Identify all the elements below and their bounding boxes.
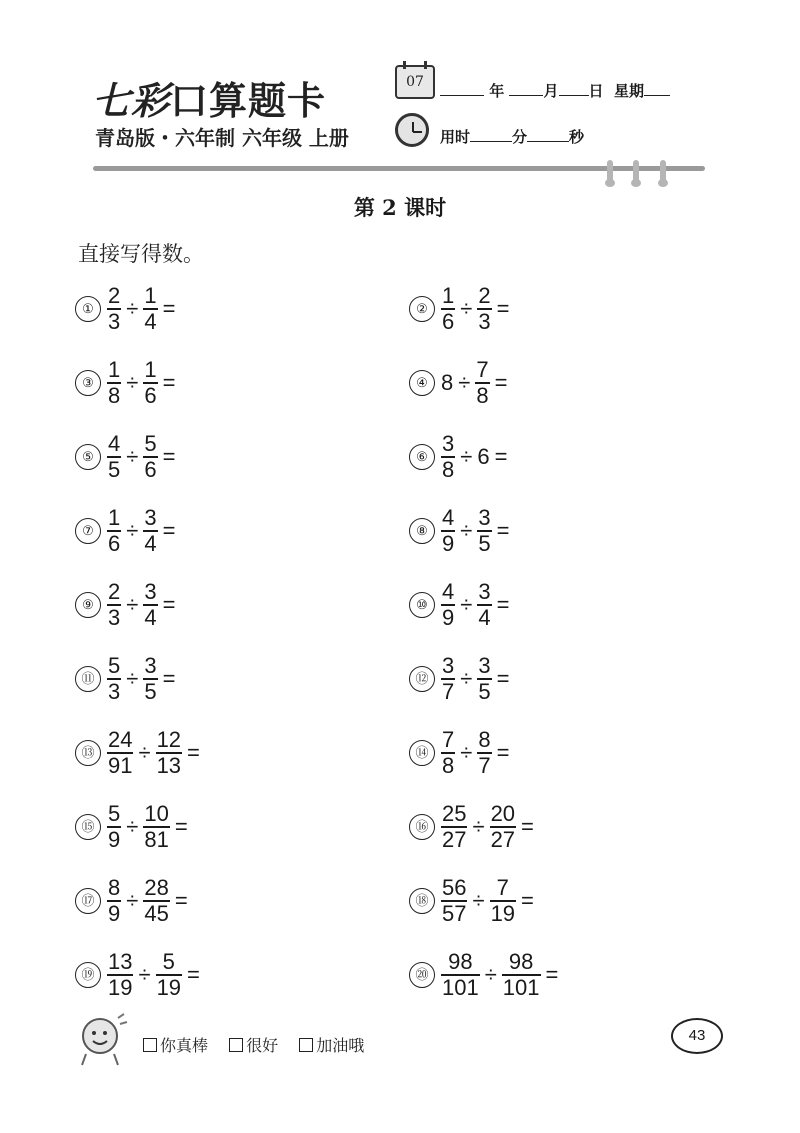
fraction bbox=[441, 284, 455, 334]
whole-number: 6 bbox=[477, 444, 490, 469]
problem-number: ⑦ bbox=[75, 518, 101, 544]
equals-sign: = bbox=[494, 370, 508, 395]
fraction bbox=[143, 432, 157, 482]
division-sign: ÷ bbox=[126, 296, 139, 321]
division-sign: ÷ bbox=[126, 592, 139, 617]
numerator: 7 bbox=[476, 357, 489, 382]
numerator: 10 bbox=[144, 801, 169, 826]
fraction bbox=[477, 506, 491, 556]
fraction bbox=[475, 358, 489, 408]
minute-blank[interactable] bbox=[470, 127, 512, 142]
checkbox[interactable] bbox=[143, 1038, 157, 1052]
denominator: 9 bbox=[442, 605, 455, 630]
divider-peg bbox=[660, 160, 666, 184]
fraction bbox=[477, 728, 491, 778]
rating-option-label: 你真棒 bbox=[160, 1036, 209, 1055]
page-number: 43 bbox=[671, 1018, 723, 1054]
division-sign: ÷ bbox=[460, 740, 473, 765]
denominator: 3 bbox=[478, 309, 491, 334]
denominator: 9 bbox=[108, 827, 121, 852]
denominator: 19 bbox=[156, 975, 182, 1000]
numerator: 13 bbox=[108, 949, 133, 974]
weekday-label: 星期 bbox=[613, 82, 644, 100]
equals-sign: = bbox=[521, 888, 534, 913]
instruction-text: 直接写得数。 bbox=[78, 242, 204, 266]
fraction bbox=[441, 802, 467, 852]
equals-sign: = bbox=[496, 592, 510, 617]
fraction bbox=[143, 358, 157, 408]
numerator: 5 bbox=[144, 431, 157, 456]
fraction bbox=[477, 580, 491, 630]
denominator: 19 bbox=[490, 901, 516, 926]
division-sign: ÷ bbox=[138, 740, 151, 765]
equals-sign: = bbox=[174, 814, 188, 839]
rating-option-good[interactable] bbox=[229, 1033, 278, 1056]
fraction bbox=[107, 654, 121, 704]
denominator: 5 bbox=[144, 679, 157, 704]
equals-sign: = bbox=[496, 666, 510, 691]
second-label: 秒 bbox=[569, 128, 585, 146]
division-sign: ÷ bbox=[484, 962, 497, 987]
denominator: 3 bbox=[108, 309, 121, 334]
problem-number: ⑪ bbox=[75, 666, 101, 692]
problem-item bbox=[409, 501, 512, 561]
fraction bbox=[107, 728, 133, 778]
problem-item bbox=[409, 871, 537, 931]
numerator: 2 bbox=[108, 579, 121, 604]
equals-sign: = bbox=[162, 370, 176, 395]
problem-item bbox=[409, 723, 512, 783]
problem-number: ⑰ bbox=[75, 888, 101, 914]
division-sign: ÷ bbox=[472, 888, 485, 913]
problem-number: ⑳ bbox=[409, 962, 435, 988]
problem-item bbox=[75, 353, 178, 413]
numerator: 3 bbox=[478, 579, 491, 604]
denominator: 4 bbox=[478, 605, 491, 630]
fraction bbox=[107, 432, 121, 482]
equals-sign: = bbox=[162, 592, 176, 617]
numerator: 20 bbox=[490, 801, 516, 826]
month-label: 月 bbox=[543, 82, 559, 100]
denominator: 81 bbox=[144, 827, 169, 852]
fraction bbox=[502, 950, 541, 1000]
problem-item bbox=[75, 501, 178, 561]
problem-item bbox=[409, 353, 510, 413]
denominator: 5 bbox=[108, 457, 121, 482]
denominator: 5 bbox=[478, 679, 491, 704]
problem-number: ① bbox=[75, 296, 101, 322]
numerator: 3 bbox=[478, 653, 491, 678]
numerator: 2 bbox=[478, 283, 491, 308]
problem-item bbox=[409, 427, 510, 487]
problem-number: ⑭ bbox=[409, 740, 435, 766]
calendar-icon bbox=[395, 65, 435, 99]
numerator: 3 bbox=[442, 653, 455, 678]
divider-peg bbox=[607, 160, 613, 184]
fraction bbox=[143, 506, 157, 556]
denominator: 9 bbox=[108, 901, 121, 926]
alarm-clock-icon bbox=[395, 113, 429, 147]
equals-sign: = bbox=[521, 814, 534, 839]
numerator: 4 bbox=[442, 579, 455, 604]
date-fill-line bbox=[440, 80, 670, 101]
fraction bbox=[441, 950, 480, 1000]
fraction bbox=[441, 432, 455, 482]
denominator: 8 bbox=[476, 383, 489, 408]
numerator: 1 bbox=[144, 283, 157, 308]
problem-item bbox=[75, 797, 191, 857]
brand-title-a: 七彩 bbox=[92, 78, 171, 123]
division-sign: ÷ bbox=[460, 592, 473, 617]
equals-sign: = bbox=[496, 740, 510, 765]
brand-title-b: 口算题卡 bbox=[170, 78, 327, 123]
fraction bbox=[441, 580, 455, 630]
problem-item bbox=[409, 575, 512, 635]
denominator: 101 bbox=[442, 975, 479, 1000]
numerator: 5 bbox=[108, 653, 121, 678]
division-sign: ÷ bbox=[472, 814, 485, 839]
time-fill-line bbox=[440, 126, 584, 147]
problem-item bbox=[409, 279, 512, 339]
fraction bbox=[107, 580, 121, 630]
fraction bbox=[143, 284, 157, 334]
problem-item bbox=[75, 279, 178, 339]
denominator: 7 bbox=[478, 753, 491, 778]
problem-number: ⑨ bbox=[75, 592, 101, 618]
divider-peg bbox=[633, 160, 639, 184]
fraction bbox=[156, 728, 182, 778]
problem-item bbox=[75, 575, 178, 635]
numerator: 3 bbox=[442, 431, 455, 456]
equals-sign: = bbox=[496, 296, 510, 321]
numerator: 98 bbox=[508, 949, 534, 974]
second-blank[interactable] bbox=[527, 127, 569, 142]
problem-number: ⑫ bbox=[409, 666, 435, 692]
numerator: 1 bbox=[442, 283, 455, 308]
mascot-icon bbox=[72, 1010, 130, 1068]
denominator: 4 bbox=[144, 605, 157, 630]
day-label: 日 bbox=[588, 82, 604, 100]
problem-number: ⑲ bbox=[75, 962, 101, 988]
denominator: 6 bbox=[442, 309, 455, 334]
numerator: 5 bbox=[162, 949, 175, 974]
denominator: 13 bbox=[156, 753, 182, 778]
fraction bbox=[107, 506, 121, 556]
denominator: 6 bbox=[144, 457, 157, 482]
problem-number: ⑥ bbox=[409, 444, 435, 470]
division-sign: ÷ bbox=[126, 370, 139, 395]
day-blank[interactable] bbox=[559, 81, 589, 96]
denominator: 8 bbox=[108, 383, 121, 408]
problem-number: ⑱ bbox=[409, 888, 435, 914]
problem-number: ③ bbox=[75, 370, 101, 396]
fraction bbox=[143, 654, 157, 704]
division-sign: ÷ bbox=[138, 962, 151, 987]
rating-option-label: 很好 bbox=[246, 1036, 279, 1055]
fraction bbox=[441, 728, 455, 778]
month-blank[interactable] bbox=[509, 81, 543, 96]
numerator: 24 bbox=[108, 727, 133, 752]
fraction bbox=[143, 802, 169, 852]
problem-item bbox=[75, 427, 178, 487]
problem-number: ⑮ bbox=[75, 814, 101, 840]
rating-option-keep-going[interactable] bbox=[299, 1033, 364, 1056]
numerator: 3 bbox=[144, 505, 157, 530]
fraction bbox=[490, 876, 516, 926]
denominator: 91 bbox=[108, 753, 133, 778]
problem-number: ⑤ bbox=[75, 444, 101, 470]
numerator: 3 bbox=[478, 505, 491, 530]
denominator: 27 bbox=[490, 827, 516, 852]
division-sign: ÷ bbox=[460, 666, 473, 691]
division-sign: ÷ bbox=[460, 296, 473, 321]
numerator: 2 bbox=[108, 283, 121, 308]
equals-sign: = bbox=[162, 296, 176, 321]
denominator: 4 bbox=[144, 531, 157, 556]
numerator: 1 bbox=[108, 505, 121, 530]
denominator: 101 bbox=[502, 975, 540, 1000]
problem-item bbox=[409, 649, 512, 709]
denominator: 5 bbox=[478, 531, 491, 556]
denominator: 6 bbox=[144, 383, 157, 408]
rating-option-great[interactable] bbox=[143, 1033, 208, 1056]
fraction bbox=[107, 284, 121, 334]
fraction bbox=[490, 802, 516, 852]
division-sign: ÷ bbox=[126, 666, 139, 691]
division-sign: ÷ bbox=[460, 518, 473, 543]
fraction bbox=[477, 654, 491, 704]
header-divider bbox=[93, 166, 705, 171]
denominator: 4 bbox=[144, 309, 157, 334]
problem-item bbox=[75, 649, 178, 709]
equals-sign: = bbox=[496, 518, 510, 543]
year-label: 年 bbox=[489, 82, 505, 100]
numerator: 4 bbox=[442, 505, 455, 530]
equals-sign: = bbox=[162, 518, 176, 543]
fraction bbox=[107, 950, 133, 1000]
whole-number: 8 bbox=[441, 370, 454, 395]
problem-number: ② bbox=[409, 296, 435, 322]
fraction bbox=[441, 876, 467, 926]
problem-number: ⑯ bbox=[409, 814, 435, 840]
numerator: 98 bbox=[448, 949, 473, 974]
numerator: 25 bbox=[442, 801, 467, 826]
problem-number: ⑩ bbox=[409, 592, 435, 618]
denominator: 27 bbox=[442, 827, 467, 852]
numerator: 28 bbox=[144, 875, 169, 900]
equals-sign: = bbox=[187, 962, 200, 987]
denominator: 8 bbox=[442, 753, 455, 778]
minute-label: 分 bbox=[512, 128, 528, 146]
denominator: 45 bbox=[144, 901, 169, 926]
numerator: 1 bbox=[108, 357, 121, 382]
problem-item bbox=[75, 871, 191, 931]
year-blank[interactable] bbox=[440, 81, 484, 96]
numerator: 8 bbox=[478, 727, 491, 752]
denominator: 8 bbox=[442, 457, 455, 482]
fraction bbox=[143, 876, 169, 926]
division-sign: ÷ bbox=[458, 370, 471, 395]
numerator: 3 bbox=[144, 579, 157, 604]
rating-option-label: 加油哦 bbox=[316, 1036, 365, 1055]
numerator: 7 bbox=[442, 727, 455, 752]
numerator: 3 bbox=[144, 653, 157, 678]
problem-item bbox=[409, 797, 537, 857]
equals-sign: = bbox=[187, 740, 200, 765]
self-rating bbox=[143, 1033, 380, 1056]
numerator: 7 bbox=[496, 875, 509, 900]
division-sign: ÷ bbox=[126, 814, 139, 839]
division-sign: ÷ bbox=[460, 444, 473, 469]
equals-sign: = bbox=[494, 444, 508, 469]
fraction bbox=[441, 654, 455, 704]
problem-number: ⑧ bbox=[409, 518, 435, 544]
problem-number: ④ bbox=[409, 370, 435, 396]
equals-sign: = bbox=[162, 666, 176, 691]
fraction bbox=[107, 358, 121, 408]
division-sign: ÷ bbox=[126, 518, 139, 543]
problem-item bbox=[75, 945, 203, 1005]
denominator: 3 bbox=[108, 679, 121, 704]
numerator: 8 bbox=[108, 875, 121, 900]
fraction bbox=[441, 506, 455, 556]
division-sign: ÷ bbox=[126, 444, 139, 469]
problem-number: ⑬ bbox=[75, 740, 101, 766]
denominator: 19 bbox=[108, 975, 133, 1000]
denominator: 6 bbox=[108, 531, 121, 556]
denominator: 57 bbox=[442, 901, 467, 926]
fraction bbox=[107, 876, 121, 926]
checkbox[interactable] bbox=[229, 1038, 243, 1052]
numerator: 4 bbox=[108, 431, 121, 456]
time-used-label: 用时 bbox=[440, 128, 471, 146]
problem-item bbox=[75, 723, 203, 783]
weekday-blank[interactable] bbox=[644, 81, 670, 96]
fraction bbox=[156, 950, 182, 1000]
equals-sign: = bbox=[545, 962, 559, 987]
calendar-day: 07 bbox=[406, 74, 424, 90]
checkbox[interactable] bbox=[299, 1038, 313, 1052]
equals-sign: = bbox=[174, 888, 188, 913]
brand-title bbox=[92, 70, 326, 125]
fraction bbox=[107, 802, 121, 852]
problem-item bbox=[409, 945, 561, 1005]
fraction bbox=[477, 284, 491, 334]
denominator: 3 bbox=[108, 605, 121, 630]
numerator: 1 bbox=[144, 357, 157, 382]
numerator: 12 bbox=[156, 727, 182, 752]
denominator: 7 bbox=[442, 679, 455, 704]
equals-sign: = bbox=[162, 444, 176, 469]
lesson-title: 第 2 课时 bbox=[353, 195, 447, 220]
numerator: 56 bbox=[442, 875, 467, 900]
book-subtitle: 青岛版・六年制 六年级 上册 bbox=[95, 126, 349, 150]
fraction bbox=[143, 580, 157, 630]
division-sign: ÷ bbox=[126, 888, 139, 913]
numerator: 5 bbox=[108, 801, 121, 826]
denominator: 9 bbox=[442, 531, 455, 556]
